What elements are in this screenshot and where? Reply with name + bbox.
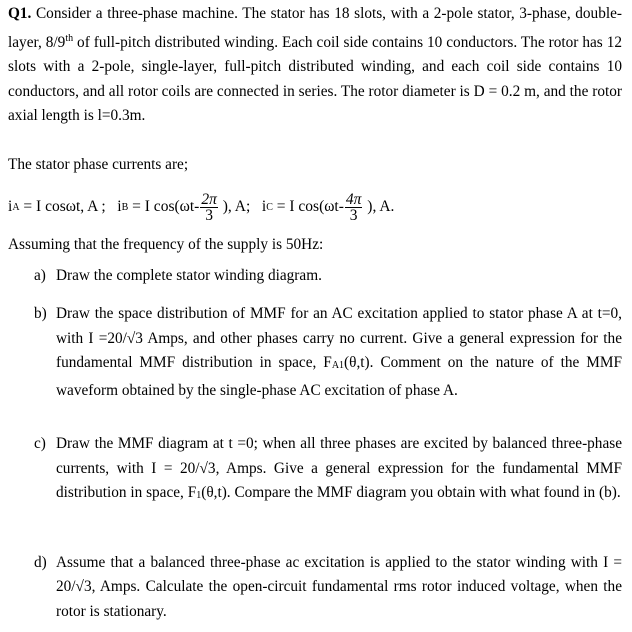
eq-text: ), A. [363,198,395,216]
item-text-part: Draw the MMF diagram at t =0; when all three phases are excited by balanced three-phase currents, with I = 20/√3, Amps. Give a general expression for the fundamental MMF distribution in space, F [56,435,622,502]
fraction [200,192,218,223]
denominator: 3 [349,206,358,224]
item-text-part: Draw the space distribution of MMF for an AC excitation applied to stator phase A at t=0, with I =20/√3 Amps, and other phases carry no current. Give a general expression for the fundamental MMF distribution in space, F [56,305,622,372]
item-b [34,302,622,403]
fraction [345,192,363,223]
eq-text: = I cos(ωt- [272,198,344,216]
eq-text: ), A; [218,198,262,216]
eq-sub: B [121,201,129,213]
item-text: Draw the complete stator winding diagram. [56,266,322,284]
item-text [56,432,622,509]
denominator: 3 [205,206,213,224]
eq-text: = I cosωt, A ; [19,198,118,216]
item-d [34,551,622,625]
item-text-part: (θ,t). Compare the MMF diagram you obtain with what found in (b). [201,484,621,502]
question-statement [8,2,622,129]
item-text-part: (θ,t). Comment on the nature of the MMF waveform obtained by the single-phase AC excitation of phase A. [56,354,622,399]
item-label: d) [34,553,47,571]
eq-sub: A [12,201,20,213]
eq-text: i [261,198,267,216]
item-sub: A1 [331,360,345,372]
currents-intro: The stator phase currents are; [8,155,189,173]
eq-text: = I cos(ωt- [128,198,200,216]
current-equations [8,189,622,225]
item-sub: 1 [196,490,202,502]
superscript: th [65,32,74,44]
frequency-statement: Assuming that the frequency of the supply is 50Hz: [8,236,324,254]
item-a [34,264,622,289]
statement-text: of full-pitch distributed winding. Each coil side contains 10 conductors. The rotor has 12 slots with a 2-pole, single-layer, full-pitch distributed winding, and each coil side contains 10 conductors, and all rotor coils are connected in series. The rotor diameter is D = 0.2 m, and the rotor axial length is l=0.3m. [8,33,622,125]
eq-sub: C [266,201,273,213]
numerator: 4π [345,190,362,208]
item-label: b) [34,305,47,323]
item-c [34,432,622,509]
item-label: a) [34,266,46,284]
statement-text: Consider a three-phase machine. The stator has 18 slots, with a 2-pole stator, 3-phase, double-layer, 8/9 [8,5,622,51]
item-label: c) [34,435,46,453]
numerator: 2π [201,190,217,208]
item-text: Assume that a balanced three-phase ac excitation is applied to the stator winding with I = 20/√3, Amps. Calculate the open-circuit fundamental rms rotor induced voltage, when the rotor is stationary. [56,553,622,620]
question-label: Q1. [8,5,32,22]
eq-text: i [8,198,13,216]
item-text [56,302,622,403]
eq-text: i [117,198,122,216]
